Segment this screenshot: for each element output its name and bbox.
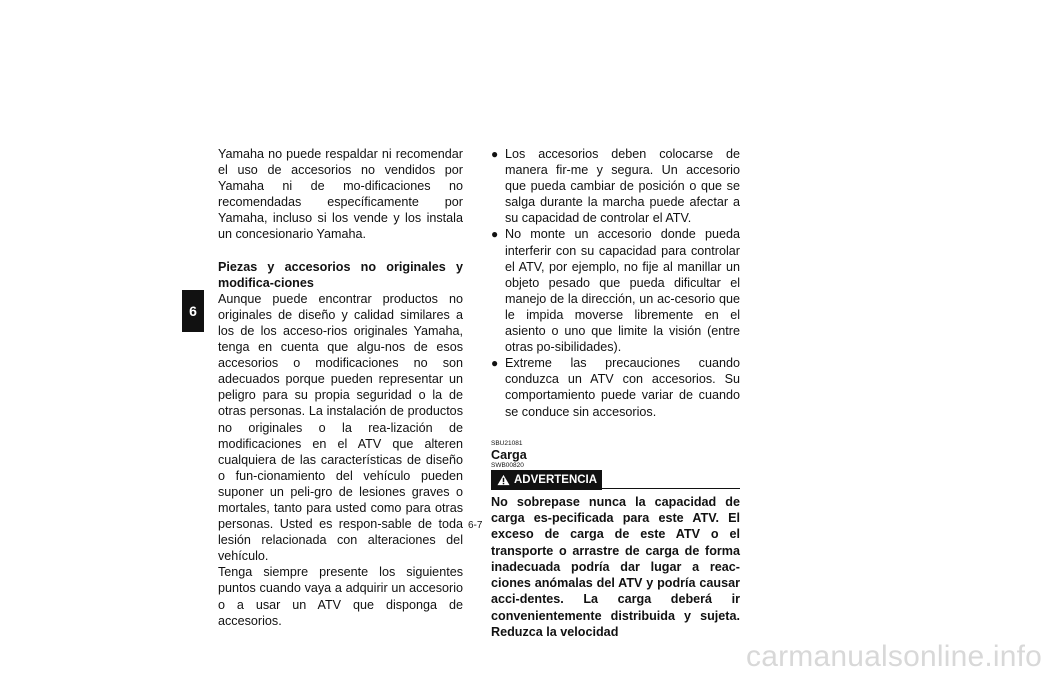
bullet-text: Los accesorios deben colocarse de manera fir-me y segura. Un accesorio que pueda cambiar de posición o que se salga durante la marcha puede afectar a su capacidad de controlar el ATV. — [505, 147, 740, 226]
warning-header — [491, 470, 740, 490]
closing-paragraph: Tenga siempre presente los siguientes puntos cuando vaya a adquirir un accesorio o a usar un ATV que disponga de accesorios. — [218, 565, 463, 628]
section-code: SBU21081 — [491, 439, 523, 447]
warning-badge — [491, 470, 602, 490]
section-title: Carga — [491, 447, 527, 462]
bullet-icon: ● — [491, 227, 499, 242]
list-item — [491, 355, 740, 419]
warning-text: No sobrepase nunca la capacidad de carga es-pecificada para este ATV. El exceso de carga de este ATV o el transporte o arrastre de carga de forma inadecuada podría dar lugar a reac-ciones anómalas del ATV y podría causar acci-dentes. La carga deberá ir convenientemente distribuida y sujeta. Reduzca la velocidad — [491, 494, 740, 640]
section-heading-accessories: Piezas y accesorios no originales y modifica-ciones — [218, 259, 463, 290]
warning-label: ADVERTENCIA — [514, 473, 598, 486]
warning-code: SWB00820 — [491, 461, 524, 469]
bullet-list — [491, 146, 740, 420]
bullet-text: No monte un accesorio donde pueda interferir con su capacidad para controlar el ATV, por ejemplo, no fije al manillar un objeto pesado que pueda dificultar el manejo de la dirección, un ac-cesorio que le impida moverse libremente en el asiento o uno que limite la visión (entre otras po-sibilidades). — [505, 227, 740, 355]
left-column — [218, 146, 463, 629]
right-column — [491, 146, 740, 640]
bullet-icon: ● — [491, 147, 499, 161]
list-item — [491, 226, 740, 355]
warning-rule — [602, 487, 740, 489]
watermark: carmanualsonline.info — [746, 640, 1042, 673]
list-item — [491, 146, 740, 226]
body-paragraph: Aunque puede encontrar productos no originales de diseño y calidad similares a los de los acceso-rios originales Yamaha, tenga en cuenta que algu-nos de esos accesorios o modificaciones no son adecuados porque pueden representar un peligro para su propia seguridad o la de otras personas. La instalación de productos no originales o la rea-lización de modificaciones en el ATV que alteren cualquiera de las características de diseño o fun-cionamiento del vehículo pueden suponer un peli-gro de lesiones graves o mortales, tanto para usted como para otras personas. Usted es respon-sable de toda lesión relacionada con alteraciones del vehículo. — [218, 291, 463, 564]
intro-paragraph: Yamaha no puede respaldar ni recomendar el uso de accesorios no vendidos por Yamaha ni de mo-dificaciones no recomendadas específicamente por Yamaha, incluso si los vende y los instala un concesionario Yamaha. — [218, 147, 463, 242]
warning-triangle-icon — [497, 474, 510, 486]
page-number: 6-7 — [468, 520, 483, 531]
chapter-tab: 6 — [182, 290, 204, 332]
bullet-text: Extreme las precauciones cuando conduzca un ATV con accesorios. Su comportamiento puede variar de cuando se conduce sin accesorios. — [505, 356, 740, 419]
bullet-icon: ● — [491, 356, 499, 371]
